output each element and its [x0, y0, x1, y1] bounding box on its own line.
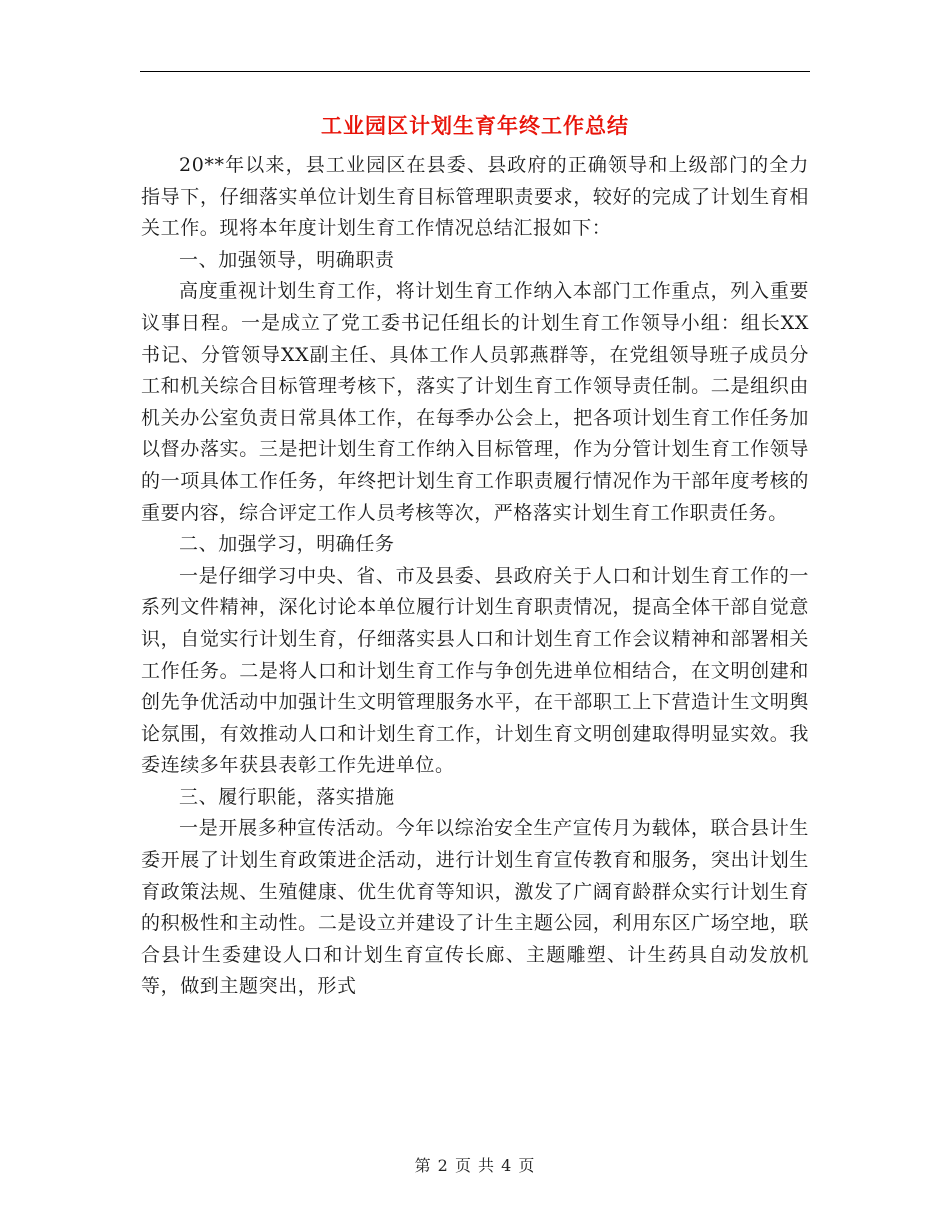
section-heading-3: 三、履行职能，落实措施 — [179, 785, 395, 808]
header-rule — [140, 71, 810, 72]
section-body-2: 一是仔细学习中央、省、市及县委、县政府关于人口和计划生育工作的一系列文件精神，深化讨论本单位履行计划生育职责情况，提高全体干部自觉意识，自觉实行计划生育，仔细落实县人口和计划生育工作会议精神和部署相关工作任务。二是将人口和计划生育工作与争创先进单位相结合，在文明创建和创先争优活动中加强计生文明管理服务水平，在干部职工上下营造计生文明舆论氛围，有效推动人口和计划生育工作，计划生育文明创建取得明显实效。我委连续多年获县表彰工作先进单位。 — [141, 564, 809, 777]
intro-paragraph: 20**年以来，县工业园区在县委、县政府的正确领导和上级部门的全力指导下，仔细落实单位计划生育目标管理职责要求，较好的完成了计划生育相关工作。现将本年度计划生育工作情况总结汇报如下： — [141, 154, 809, 240]
section-body-3: 一是开展多种宣传活动。今年以综治安全生产宣传月为载体，联合县计生委开展了计划生育政策进企活动，进行计划生育宣传教育和服务，突出计划生育政策法规、生殖健康、优生优育等知识，激发了广阔育龄群众实行计划生育的积极性和主动性。二是设立并建设了计生主题公园，利用东区广场空地，联合县计生委建设人口和计划生育宣传长廊、主题雕塑、计生药具自动发放机等，做到主题突出，形式 — [141, 817, 809, 998]
document-body — [141, 150, 809, 1003]
page-number-footer: 第 2 页 共 4 页 — [414, 1156, 536, 1175]
section-body-1: 高度重视计划生育工作，将计划生育工作纳入本部门工作重点，列入重要议事日程。一是成立了党工委书记任组长的计划生育工作领导小组：组长XX书记、分管领导XX副主任、具体工作人员郭燕群等，在党组领导班子成员分工和机关综合目标管理考核下，落实了计划生育工作领导责任制。二是组织由机关办公室负责日常具体工作，在每季办公会上，把各项计划生育工作任务加以督办落实。三是把计划生育工作纳入目标管理，作为分管计划生育工作领导的一项具体工作任务，年终把计划生育工作职责履行情况作为干部年度考核的重要内容，综合评定工作人员考核等次，严格落实计划生育工作职责任务。 — [141, 280, 809, 524]
section-heading-1: 一、加强领导，明确职责 — [179, 248, 395, 271]
section-heading-2: 二、加强学习，明确任务 — [179, 533, 395, 556]
document-title: 工业园区计划生育年终工作总结 — [321, 113, 629, 138]
